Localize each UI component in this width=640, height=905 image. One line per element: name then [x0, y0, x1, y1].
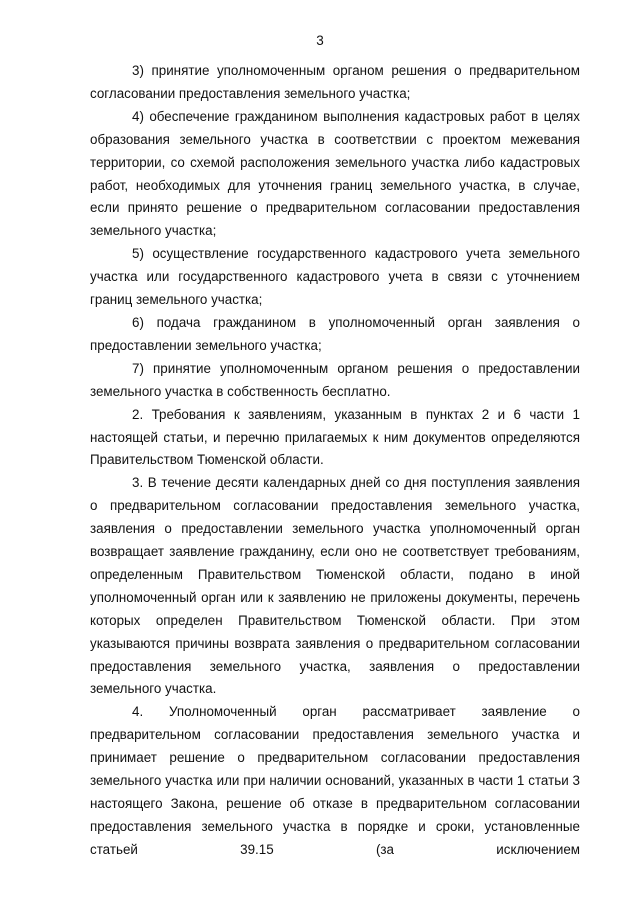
paragraph-item-4: 4) обеспечение гражданином выполнения кадастровых работ в целях образования земельного участка в соответствии с проектом межевания территории, со схемой расположения земельного участка либо кадастровых работ, необходимых для уточнения границ земельного участка, в случае, если принято решение о предварительном согласовании предоставления земельного участка; [90, 108, 580, 239]
paragraph-part-4: 4. Уполномоченный орган рассматривает заявление о предварительном согласовании предоставления земельного участка и принимает решение о предварительном согласовании предоставления земельного участка или при наличии оснований, указанных в части 1 статьи 3 настоящего Закона, решение об отказе в предварительном согласовании предоставления земельного участка в порядке и сроки, установленные статьей 39.15 (за исключением [90, 704, 580, 857]
paragraph-item-6: 6) подача гражданином в уполномоченный орган заявления о предоставлении земельного участка; [90, 314, 580, 353]
paragraph-part-2: 2. Требования к заявлениям, указанным в пунктах 2 и 6 части 1 настоящей статьи, и перечню прилагаемых к ним документов определяются Правительством Тюменской области. [90, 406, 580, 468]
paragraph-item-5: 5) осуществление государственного кадастрового учета земельного участка или государственного кадастрового учета в связи с уточнением границ земельного участка; [90, 246, 580, 308]
paragraph-item-7: 7) принятие уполномоченным органом решения о предоставлении земельного участка в собственность бесплатно. [90, 360, 580, 399]
page-number: 3 [316, 33, 324, 48]
paragraph-item-3: 3) принятие уполномоченным органом решения о предварительном согласовании предоставления земельного участка; [90, 63, 580, 101]
document-body [90, 60, 580, 862]
paragraph-part-3: 3. В течение десяти календарных дней со дня поступления заявления о предварительном согласовании предоставления земельного участка, заявления о предоставлении земельного участка уполномоченный орган возвращает заявление гражданину, если оно не соответствует требованиям, определенным Правительством Тюменской области, подано в иной уполномоченный орган или к заявлению не приложены документы, перечень которых определен Правительством Тюменской области. При этом указываются причины возврата заявления о предварительном согласовании предоставления земельного участка, заявления о предоставлении земельного участка. [90, 475, 580, 697]
